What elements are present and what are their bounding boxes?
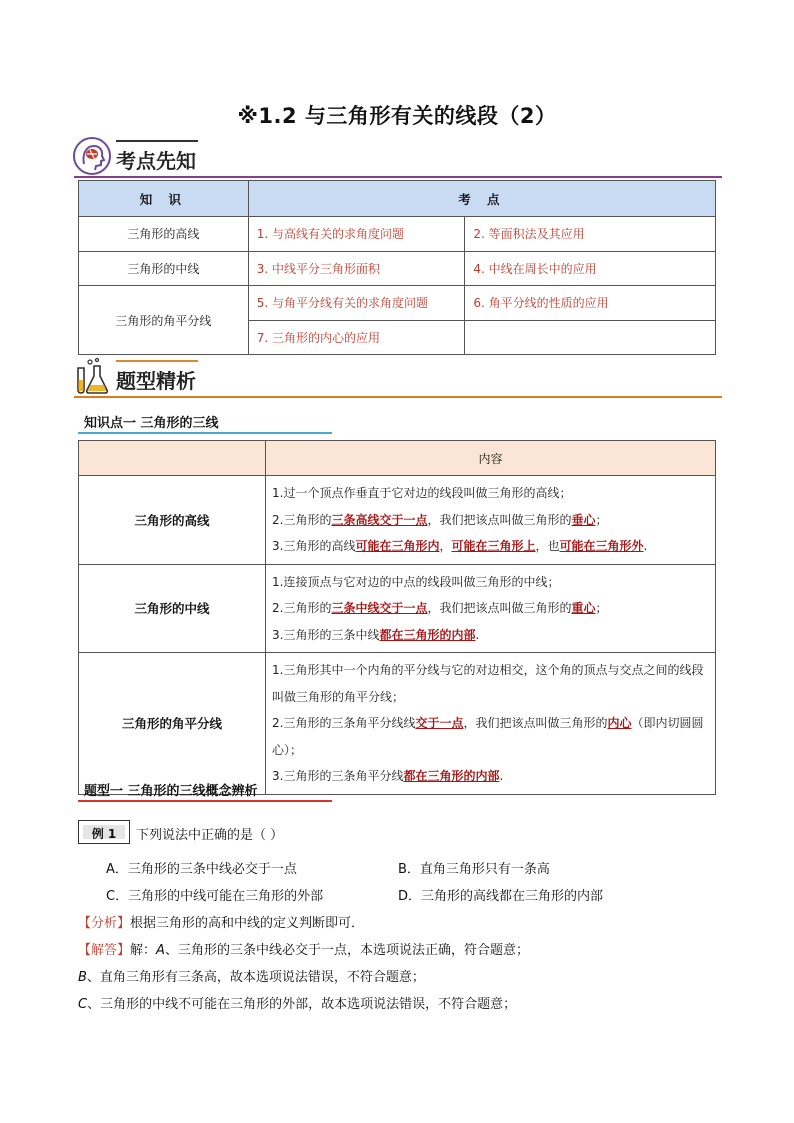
point-cell: 2. 等面积法及其应用 bbox=[465, 217, 716, 252]
answer-tag: 【解答】 bbox=[78, 943, 131, 958]
content-line bbox=[272, 622, 709, 649]
page-title: ※1.2 与三角形有关的线段（2） bbox=[237, 104, 557, 128]
content-table bbox=[78, 440, 716, 795]
answer-lead: 解： bbox=[130, 943, 157, 958]
table-row bbox=[79, 286, 716, 321]
analysis-text: 根据三角形的高和中线的定义判断即可． bbox=[130, 916, 365, 931]
section-header-tixing bbox=[72, 356, 722, 400]
row-label: 三角形的高线 bbox=[79, 476, 266, 565]
text: 2.三角形的三条角平分线线 bbox=[272, 716, 416, 730]
content-line bbox=[272, 507, 709, 534]
knowledge-point-title: 知识点一 三角形的三线 bbox=[84, 416, 219, 431]
question-type-title: 题型一 三角形的三线概念辨析 bbox=[84, 784, 258, 799]
highlight: 交于一点 bbox=[415, 716, 464, 730]
highlight: 都在三角形的内部 bbox=[403, 769, 500, 783]
option-c: C．三角形的中线可能在三角形的外部 bbox=[106, 889, 324, 904]
point-cell: 1. 与高线有关的求角度问题 bbox=[248, 217, 465, 252]
knowledge-cell: 三角形的中线 bbox=[79, 251, 249, 286]
section-top-line bbox=[116, 140, 198, 142]
content-line bbox=[272, 533, 709, 560]
text: ，我们把该点叫做三角形的 bbox=[463, 716, 608, 730]
point-cell: 6. 角平分线的性质的应用 bbox=[465, 286, 716, 321]
highlight: 三条中线交于一点 bbox=[331, 601, 428, 615]
section-header-kaodian bbox=[72, 136, 722, 180]
analysis-line bbox=[78, 912, 364, 931]
section-divider bbox=[74, 396, 722, 398]
answer-text: 、直角三角形有三条高，故本选项说法错误，不符合题意； bbox=[86, 970, 425, 985]
point-cell: 5. 与角平分线有关的求角度问题 bbox=[248, 286, 465, 321]
content-line: 1.连接顶点与它对边的中点的线段叫做三角形的中线； bbox=[272, 574, 560, 589]
row-label: 三角形的中线 bbox=[79, 564, 266, 653]
point-cell: 7. 三角形的内心的应用 bbox=[248, 320, 465, 355]
table-row bbox=[79, 476, 716, 565]
content-line: 1.三角形其中一个内角的平分线与它的对边相交，这个角的顶点与交点之间的线段叫做三角形的角平分线； bbox=[272, 663, 704, 704]
question-type-heading bbox=[78, 776, 332, 802]
heading-underline bbox=[78, 432, 332, 434]
point-cell: 3. 中线平分三角形面积 bbox=[248, 251, 465, 286]
highlight: 垂心 bbox=[571, 512, 596, 527]
highlight: 内心 bbox=[607, 716, 632, 730]
answer-text: 、三角形的中线不可能在三角形的外部，故本选项说法错误，不符合题意； bbox=[87, 997, 517, 1012]
knowledge-cell: 三角形的角平分线 bbox=[79, 286, 249, 355]
highlight: 重心 bbox=[571, 601, 596, 615]
heading-underline bbox=[78, 800, 332, 802]
example-label-box bbox=[78, 820, 130, 844]
point-cell: 4. 中线在周长中的应用 bbox=[465, 251, 716, 286]
knowledge-cell: 三角形的高线 bbox=[79, 217, 249, 252]
brain-head-icon bbox=[72, 136, 112, 176]
option-d: D．三角形的高线都在三角形的内部 bbox=[398, 889, 604, 904]
lab-flask-icon bbox=[72, 356, 112, 396]
text: ， bbox=[439, 539, 452, 553]
highlight: 可能在三角形上 bbox=[451, 539, 536, 553]
row-content bbox=[266, 564, 716, 653]
text: . bbox=[643, 539, 648, 553]
highlight: 可能在三角形内 bbox=[355, 539, 440, 553]
knowledge-point-heading bbox=[78, 408, 332, 434]
highlight: 三条高线交于一点 bbox=[331, 512, 428, 527]
example-label: 例 1 bbox=[91, 827, 117, 841]
table-header-points: 考 点 bbox=[248, 181, 715, 217]
table-row bbox=[79, 653, 716, 795]
table-row bbox=[79, 217, 716, 252]
text: （即内切圆圆心）； bbox=[272, 716, 704, 757]
section-top-line bbox=[116, 360, 198, 362]
text: ； bbox=[595, 512, 608, 527]
text: . bbox=[499, 769, 504, 783]
table-row bbox=[79, 251, 716, 286]
answer-text: 、三角形的三条中线必交于一点，本选项说法正确，符合题意； bbox=[164, 943, 529, 958]
answer-letter: A bbox=[156, 943, 165, 958]
answer-line bbox=[78, 966, 425, 985]
analysis-tag: 【分析】 bbox=[78, 916, 131, 931]
row-content bbox=[266, 653, 716, 795]
text: . bbox=[475, 627, 480, 642]
answer-letter: C bbox=[78, 997, 88, 1012]
content-line bbox=[272, 595, 709, 622]
text: ，我们把该点叫做三角形的 bbox=[427, 601, 572, 615]
text: 3.三角形的高线 bbox=[272, 539, 356, 553]
text: 2.三角形的 bbox=[272, 512, 332, 527]
answer-letter: B bbox=[78, 970, 87, 985]
row-label: 三角形的角平分线 bbox=[79, 653, 266, 795]
table-header-empty bbox=[79, 441, 266, 476]
highlight: 都在三角形的内部 bbox=[379, 627, 476, 642]
section-title: 题型精析 bbox=[116, 369, 196, 393]
answer-line bbox=[78, 993, 516, 1012]
option-a: A．三角形的三条中线必交于一点 bbox=[106, 862, 297, 877]
kaodian-table bbox=[78, 180, 716, 355]
content-line: 1.过一个顶点作垂直于它对边的线段叫做三角形的高线； bbox=[272, 486, 572, 500]
content-line bbox=[272, 763, 709, 790]
content-line bbox=[272, 710, 709, 763]
text: 3.三角形的三条角平分线 bbox=[272, 769, 404, 783]
row-content bbox=[266, 476, 716, 565]
example-question: 下列说法中正确的是（ ） bbox=[136, 828, 284, 843]
highlight: 可能在三角形外 bbox=[559, 539, 644, 553]
text: 3.三角形的三条中线 bbox=[272, 627, 380, 642]
text: ，也 bbox=[535, 539, 560, 553]
answer-line bbox=[78, 939, 529, 958]
text: 2.三角形的 bbox=[272, 601, 332, 615]
option-b: B．直角三角形只有一条高 bbox=[398, 862, 550, 877]
section-title: 考点先知 bbox=[116, 149, 196, 173]
table-row bbox=[79, 564, 716, 653]
table-header-knowledge: 知 识 bbox=[79, 181, 249, 217]
text: ，我们把该点叫做三角形的 bbox=[427, 512, 572, 527]
table-header-content: 内容 bbox=[266, 441, 716, 476]
text: ； bbox=[595, 601, 608, 615]
section-divider bbox=[74, 176, 722, 178]
empty-cell bbox=[465, 320, 716, 355]
